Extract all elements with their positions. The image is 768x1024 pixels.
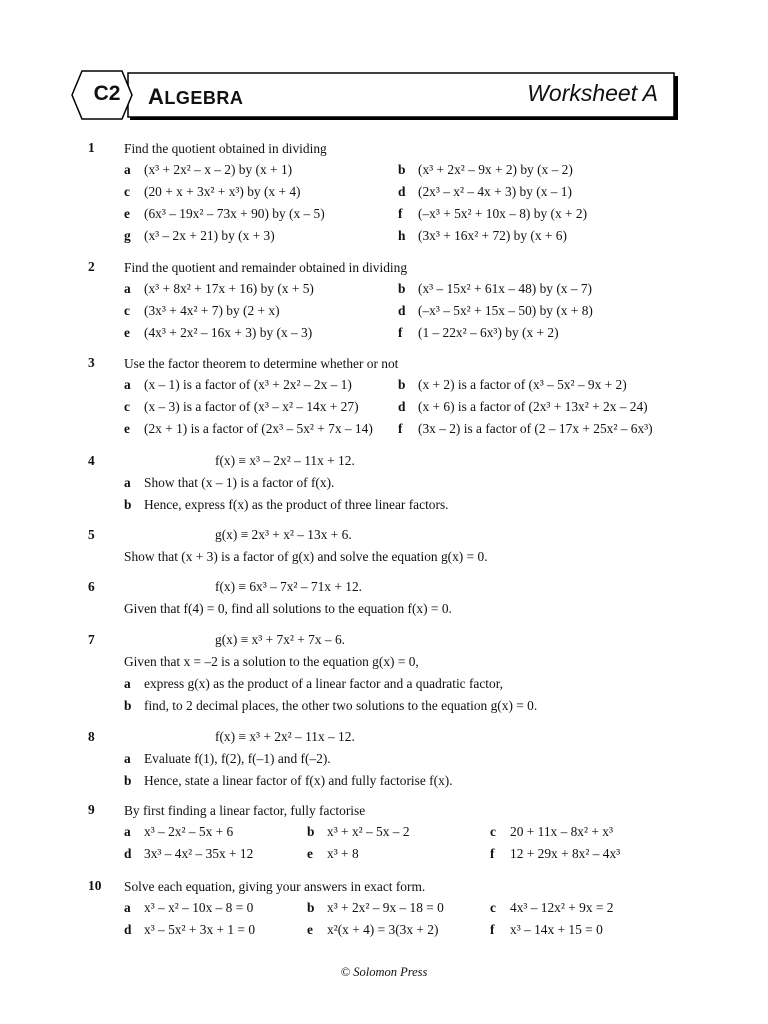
part-label: c — [124, 303, 130, 318]
question-number: 9 — [88, 802, 95, 817]
course-code: C2 — [93, 82, 121, 105]
question-number: 1 — [88, 140, 95, 155]
part-text: express g(x) as the product of a linear factor and a quadratic factor, — [144, 676, 503, 691]
part-label: c — [124, 399, 130, 414]
part-text: (x³ + 2x² – 9x + 2) by (x – 2) — [418, 162, 573, 177]
part-text: Hence, state a linear factor of f(x) and fully factorise f(x). — [144, 773, 453, 788]
part-text: (–x³ + 5x² + 10x – 8) by (x + 2) — [418, 206, 588, 221]
part-label: d — [124, 922, 132, 937]
part-label: a — [124, 676, 131, 691]
topic-title — [148, 84, 243, 110]
part-label: a — [124, 751, 131, 766]
part-text: (6x³ – 19x² – 73x + 90) by (x – 5) — [144, 206, 325, 221]
part-label: a — [124, 162, 131, 177]
part-text: x³ – 14x + 15 = 0 — [510, 922, 603, 937]
part-text: Show that (x – 1) is a factor of f(x). — [144, 475, 335, 490]
part-text: (3x³ + 16x² + 72) by (x + 6) — [418, 228, 567, 243]
part-label: c — [490, 900, 496, 915]
question-intro: Find the quotient and remainder obtained in dividing — [124, 260, 408, 275]
part-text: (x + 2) is a factor of (x³ – 5x² – 9x + 2) — [418, 377, 627, 392]
part-label: e — [307, 846, 313, 861]
part-label: a — [124, 281, 131, 296]
part-text: (–x³ – 5x² + 15x – 50) by (x + 8) — [418, 303, 593, 318]
part-text: (1 – 22x² – 6x³) by (x + 2) — [418, 325, 559, 340]
function-definition: f(x) ≡ 6x³ – 7x² – 71x + 12. — [215, 579, 362, 594]
part-label: f — [490, 922, 495, 937]
part-text: (3x – 2) is a factor of (2 – 17x + 25x² – 6x³) — [418, 421, 653, 436]
question-number: 8 — [88, 729, 95, 744]
part-label: e — [124, 325, 130, 340]
question-number: 5 — [88, 527, 95, 542]
part-label: c — [490, 824, 496, 839]
part-text: (2x³ – x² – 4x + 3) by (x – 1) — [418, 184, 572, 199]
function-definition: g(x) ≡ 2x³ + x² – 13x + 6. — [215, 527, 352, 542]
worksheet-label: Worksheet A — [527, 80, 658, 106]
part-text: (2x + 1) is a factor of (2x³ – 5x² + 7x – 14) — [144, 421, 373, 436]
topic-title-initial: A — [148, 84, 165, 109]
part-label: a — [124, 475, 131, 490]
part-text: 4x³ – 12x² + 9x = 2 — [510, 900, 614, 915]
part-label: d — [398, 184, 406, 199]
question-text: Given that f(4) = 0, find all solutions to the equation f(x) = 0. — [124, 601, 452, 616]
question-number: 4 — [88, 453, 95, 468]
question-intro: By first finding a linear factor, fully factorise — [124, 803, 366, 818]
question-intro: Find the quotient obtained in dividing — [124, 141, 327, 156]
part-text: (3x³ + 4x² + 7) by (2 + x) — [144, 303, 280, 318]
part-label: f — [398, 421, 403, 436]
part-text: x³ + 8 — [327, 846, 359, 861]
part-label: f — [398, 325, 403, 340]
function-definition: f(x) ≡ x³ + 2x² – 11x – 12. — [215, 729, 355, 744]
part-label: a — [124, 377, 131, 392]
part-label: f — [490, 846, 495, 861]
question-text: Given that x = –2 is a solution to the equation g(x) = 0, — [124, 654, 419, 669]
question-text: Show that (x + 3) is a factor of g(x) and solve the equation g(x) = 0. — [124, 549, 488, 564]
part-label: g — [124, 228, 131, 243]
part-text: (x + 6) is a factor of (2x³ + 13x² + 2x – 24) — [418, 399, 648, 414]
question-number: 7 — [88, 632, 95, 647]
part-label: c — [124, 184, 130, 199]
part-label: b — [124, 773, 132, 788]
part-text: 12 + 29x + 8x² – 4x³ — [510, 846, 621, 861]
part-text: x³ + 2x² – 9x – 18 = 0 — [327, 900, 444, 915]
part-text: x³ – 2x² – 5x + 6 — [144, 824, 234, 839]
part-label: b — [124, 497, 132, 512]
question-number: 2 — [88, 259, 95, 274]
part-label: b — [398, 281, 406, 296]
part-text: x²(x + 4) = 3(3x + 2) — [327, 922, 439, 937]
part-label: b — [398, 377, 406, 392]
part-text: (x – 1) is a factor of (x³ + 2x² – 2x – 1) — [144, 377, 352, 392]
part-label: b — [307, 900, 315, 915]
question-intro: Solve each equation, giving your answers in exact form. — [124, 879, 426, 894]
part-text: x³ – x² – 10x – 8 = 0 — [144, 900, 254, 915]
part-label: f — [398, 206, 403, 221]
question-number: 10 — [88, 878, 102, 893]
part-label: b — [398, 162, 406, 177]
part-text: x³ + x² – 5x – 2 — [327, 824, 410, 839]
function-definition: f(x) ≡ x³ – 2x² – 11x + 12. — [215, 453, 355, 468]
part-text: (x³ + 8x² + 17x + 16) by (x + 5) — [144, 281, 314, 296]
part-label: a — [124, 824, 131, 839]
question-number: 3 — [88, 355, 95, 370]
question-intro: Use the factor theorem to determine whether or not — [124, 356, 399, 371]
part-text: 20 + 11x – 8x² + x³ — [510, 824, 613, 839]
part-text: (20 + x + 3x² + x³) by (x + 4) — [144, 184, 301, 199]
part-text: 3x³ – 4x² – 35x + 12 — [144, 846, 254, 861]
part-label: e — [307, 922, 313, 937]
part-text: (x – 3) is a factor of (x³ – x² – 14x + 27) — [144, 399, 359, 414]
part-label: h — [398, 228, 406, 243]
part-text: x³ – 5x² + 3x + 1 = 0 — [144, 922, 256, 937]
part-text: Evaluate f(1), f(2), f(–1) and f(–2). — [144, 751, 331, 766]
part-label: e — [124, 206, 130, 221]
part-label: e — [124, 421, 130, 436]
question-number: 6 — [88, 579, 95, 594]
part-label: d — [398, 399, 406, 414]
part-text: (4x³ + 2x² – 16x + 3) by (x – 3) — [144, 325, 313, 340]
worksheet-header — [70, 70, 680, 120]
part-label: b — [124, 698, 132, 713]
function-definition: g(x) ≡ x³ + 7x² + 7x – 6. — [215, 632, 345, 647]
topic-title-rest: LGEBRA — [164, 88, 244, 108]
part-label: d — [124, 846, 132, 861]
part-text: (x³ – 15x² + 61x – 48) by (x – 7) — [418, 281, 593, 296]
part-label: b — [307, 824, 315, 839]
part-text: (x³ – 2x + 21) by (x + 3) — [144, 228, 275, 243]
part-label: a — [124, 900, 131, 915]
part-label: d — [398, 303, 406, 318]
part-text: Hence, express f(x) as the product of three linear factors. — [144, 497, 449, 512]
copyright-footer: © Solomon Press — [340, 965, 428, 979]
part-text: (x³ + 2x² – x – 2) by (x + 1) — [144, 162, 293, 177]
part-text: find, to 2 decimal places, the other two solutions to the equation g(x) = 0. — [144, 698, 538, 713]
